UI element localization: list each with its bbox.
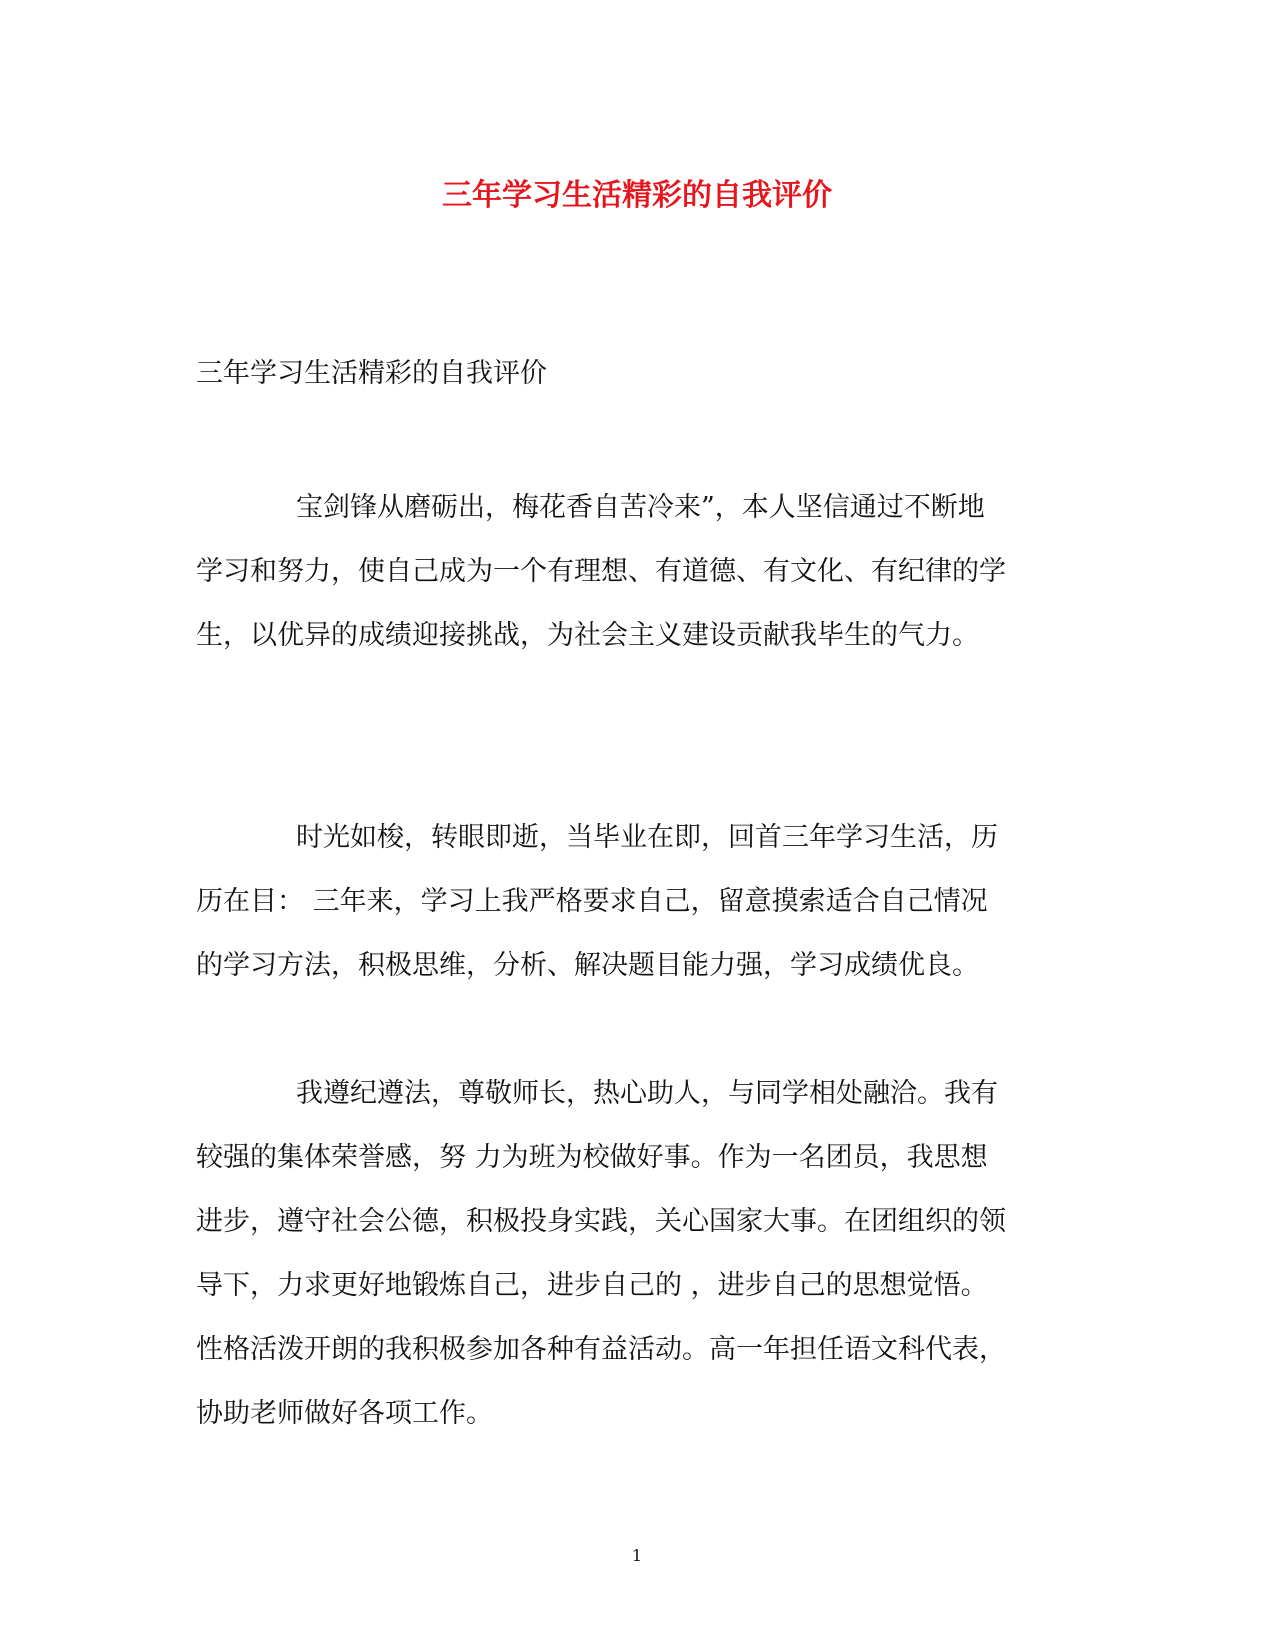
paragraph-line: 协助老师做好各项工作。 <box>196 1398 493 1429</box>
paragraph-line: 较强的集体荣誉感，努 力为班为校做好事。作为一名团员，我思想 <box>196 1142 988 1173</box>
paragraph-line: 生，以优异的成绩迎接挑战，为社会主义建设贡献我毕生的气力。 <box>196 620 979 651</box>
paragraph-line: 我遵纪遵法，尊敬师长，热心助人，与同学相处融洽。我有 <box>296 1078 998 1109</box>
paragraph-line: 导下，力求更好地锻炼自己，进步自己的 ，进步自己的思想觉悟。 <box>196 1270 988 1301</box>
paragraph-2 <box>196 806 1078 998</box>
paragraph-line: 历在目： 三年来，学习上我严格要求自己，留意摸索适合自己情况 <box>196 886 988 917</box>
paragraph-line: 宝剑锋从磨砺出，梅花香自苦冷来”，本人坚信通过不断地 <box>296 492 985 523</box>
paragraph-line: 学习和努力，使自己成为一个有理想、有道德、有文化、有纪律的学 <box>196 556 1006 587</box>
paragraph-line: 时光如梭，转眼即逝，当毕业在即，回首三年学习生活，历 <box>296 822 998 853</box>
document-subtitle: 三年学习生活精彩的自我评价 <box>196 358 547 389</box>
paragraph-line: 的学习方法，积极思维，分析、解决题目能力强，学习成绩优良。 <box>196 950 979 981</box>
page-number: 1 <box>631 1546 643 1565</box>
document-title: 三年学习生活精彩的自我评价 <box>442 178 832 213</box>
paragraph-3 <box>196 1062 1078 1446</box>
paragraph-line: 进步，遵守社会公德，积极投身实践，关心国家大事。在团组织的领 <box>196 1206 1006 1237</box>
paragraph-1 <box>196 476 1078 668</box>
paragraph-line: 性格活泼开朗的我积极参加各种有益活动。高一年担任语文科代表， <box>196 1334 1006 1365</box>
